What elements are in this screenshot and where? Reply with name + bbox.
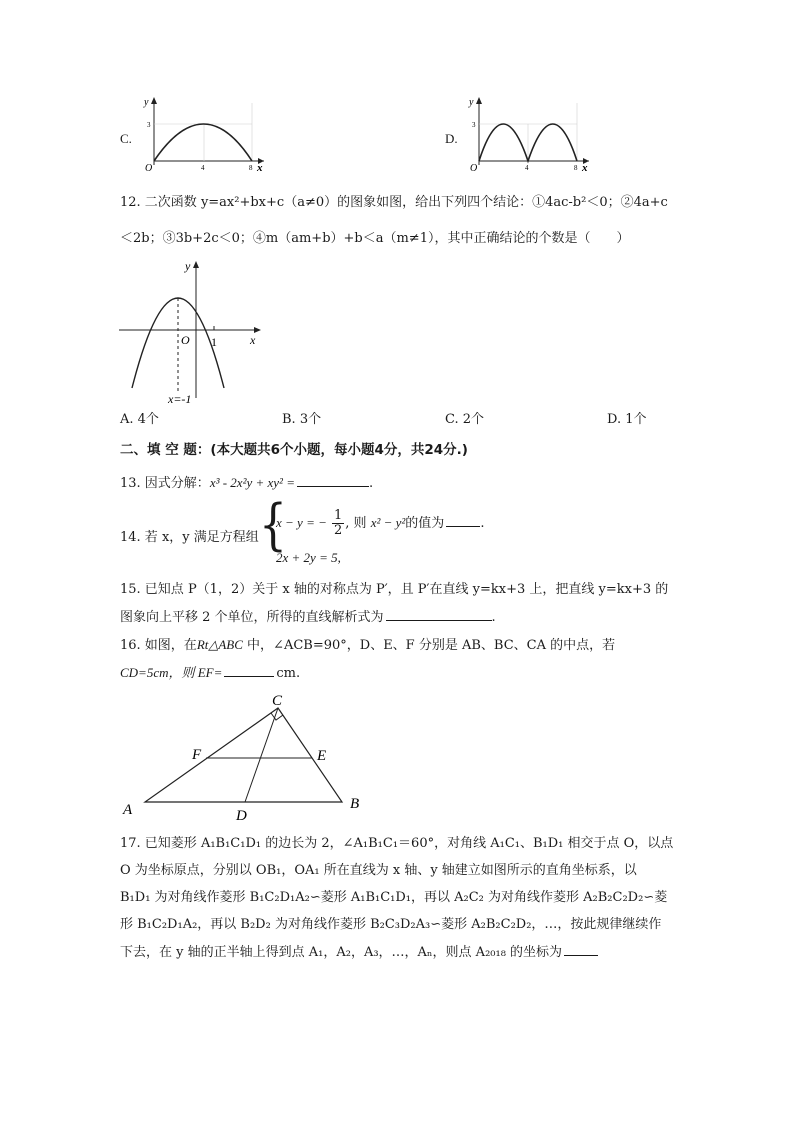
q12-one-label: 1 [211,335,217,349]
q14-frac-den: 2 [334,523,343,538]
right-angle-mark [271,713,283,720]
q12-x-label: x [250,333,256,347]
triangle-abc [145,708,342,802]
q17-line5: 下去，在 y 轴的正半轴上得到点 A₁，A₂，A₃，…，Aₙ，则点 A₂₀₁₈ 的坐标为 [120,945,563,960]
q13-line [120,473,373,494]
q17-line3: B₁D₁ 为对角线作菱形 B₁C₂D₁A₂∽菱形 A₁B₁C₁D₁，再以 A₂C₂ 为对角线作菱形 A₂B₂C₂D₂∽菱 [120,890,668,905]
q14-eq1 [276,509,484,538]
q16-line1-b: Rt△ABC [196,637,243,652]
q16-line2-a: CD=5cm，则 EF= [120,665,223,680]
graph-c-x-tick-mid: 4 [201,164,205,172]
q17-line2: O 为坐标原点，分别以 OB₁，OA₁ 所在直线为 x 轴、y 轴建立如图所示的直角坐标系，以 [120,863,637,878]
q16-line1-c: 中，∠ACB=90°，D、E、F 分别是 AB、BC、CA 的中点，若 [242,638,616,653]
graph-d-y-arrow [476,97,482,104]
q14-eq2: 2x + 2y = 5, [276,550,341,565]
point-e: E [317,748,327,764]
q16-line1-a: 16. 如图，在 [120,638,197,653]
segment-cd [245,708,278,802]
q16-triangle-figure [115,690,375,825]
graph-c-origin: O [145,163,153,173]
q14-target: x² − y² [370,515,406,530]
q14-frac-num: 1 [334,508,343,523]
q12-option-d: D. 1个 [607,412,647,427]
q13-end: . [368,476,374,491]
graph-d-x-label: x [582,162,588,173]
section-2-heading: 二、填 空 题：(本大题共6个小题，每小题4分，共24分.) [120,442,468,458]
graph-c-y-tick: 3 [147,121,151,129]
q14-eq1-right: , 则 [345,516,367,531]
vertex-c: C [272,693,283,709]
q13-answer-blank[interactable] [297,474,369,487]
q12-option-c: C. 2个 [445,412,485,427]
graph-c-x-label: x [257,162,263,173]
q13-prefix: 13. 因式分解： [120,476,210,491]
q15-line2: 图象向上平移 2 个单位，所得的直线解析式为 [120,610,384,625]
graph-c-y-arrow [151,97,157,104]
graph-d-x-tick-end: 8 [574,164,578,172]
vertex-b: B [350,796,360,812]
q12-line1: 12. 二次函数 y=ax²+bx+c（a≠0）的图象如图，给出下列四个结论：①4ac-b²＜0；②4a+c [120,195,668,210]
q14-tail: 的值为 [405,516,445,531]
q17-line4: 形 B₁C₂D₁A₂，再以 B₂D₂ 为对角线作菱形 B₂C₃D₂A₃∽菱形 A₂B₂C₂D₂，…，按此规律继续作 [120,917,662,932]
q14-prefix: 14. 若 x，y 满足方程组 [120,530,259,545]
graph-c-x-tick-end: 8 [249,164,253,172]
q16-answer-blank[interactable] [224,664,274,677]
q14-eq1-left: x − y = − [276,515,327,530]
point-d: D [236,808,247,824]
option-c-label: C. [120,131,132,146]
q13-expr: x³ - 2x²y + xy² = [209,475,295,490]
q12-option-b: B. 3个 [282,412,322,427]
graph-d-y-label: y [469,97,474,108]
graph-c-curve [154,124,252,161]
graph-d-y-tick: 3 [472,121,476,129]
q14-system-brace: { [259,493,287,558]
q17-line1: 17. 已知菱形 A₁B₁C₁D₁ 的边长为 2，∠A₁B₁C₁＝60°，对角线 A₁C₁、B₁D₁ 相交于点 O，以点 [120,836,674,851]
q12-parabola-graph [115,258,265,408]
graph-c [140,93,268,173]
q17-answer-blank[interactable] [564,943,598,956]
q12-y-label: y [185,259,191,273]
q14-answer-blank[interactable] [446,514,480,527]
q15-end: . [491,610,496,625]
q15-line2-wrap [120,608,496,628]
q12-line2: ＜2b；③3b+2c＜0；④m（am+b）+b＜a（m≠1），其中正确结论的个数是（ ） [120,231,630,246]
option-d-label: D. [445,131,458,146]
q12-option-a: A. 4个 [120,412,159,427]
q16-line2-b: cm. [276,666,301,681]
q12-origin: O [181,333,190,347]
q12-axis-label: x=-1 [168,392,192,406]
graph-d-x-tick-mid: 4 [525,164,529,172]
q14-fraction [332,509,344,538]
graph-d-origin: O [470,163,478,173]
q15-line1: 15. 已知点 P（1，2）关于 x 轴的对称点为 P′，且 P′在直线 y=kx+3 上，把直线 y=kx+3 的 [120,582,669,597]
q16-line2 [120,663,300,684]
point-f: F [192,747,202,763]
q15-answer-blank[interactable] [386,608,492,621]
q16-line1 [120,635,615,656]
q14-end: . [480,516,485,531]
graph-c-y-label: y [144,97,149,108]
vertex-a: A [123,802,133,818]
graph-d [465,93,593,173]
q17-line5-wrap [120,943,598,963]
